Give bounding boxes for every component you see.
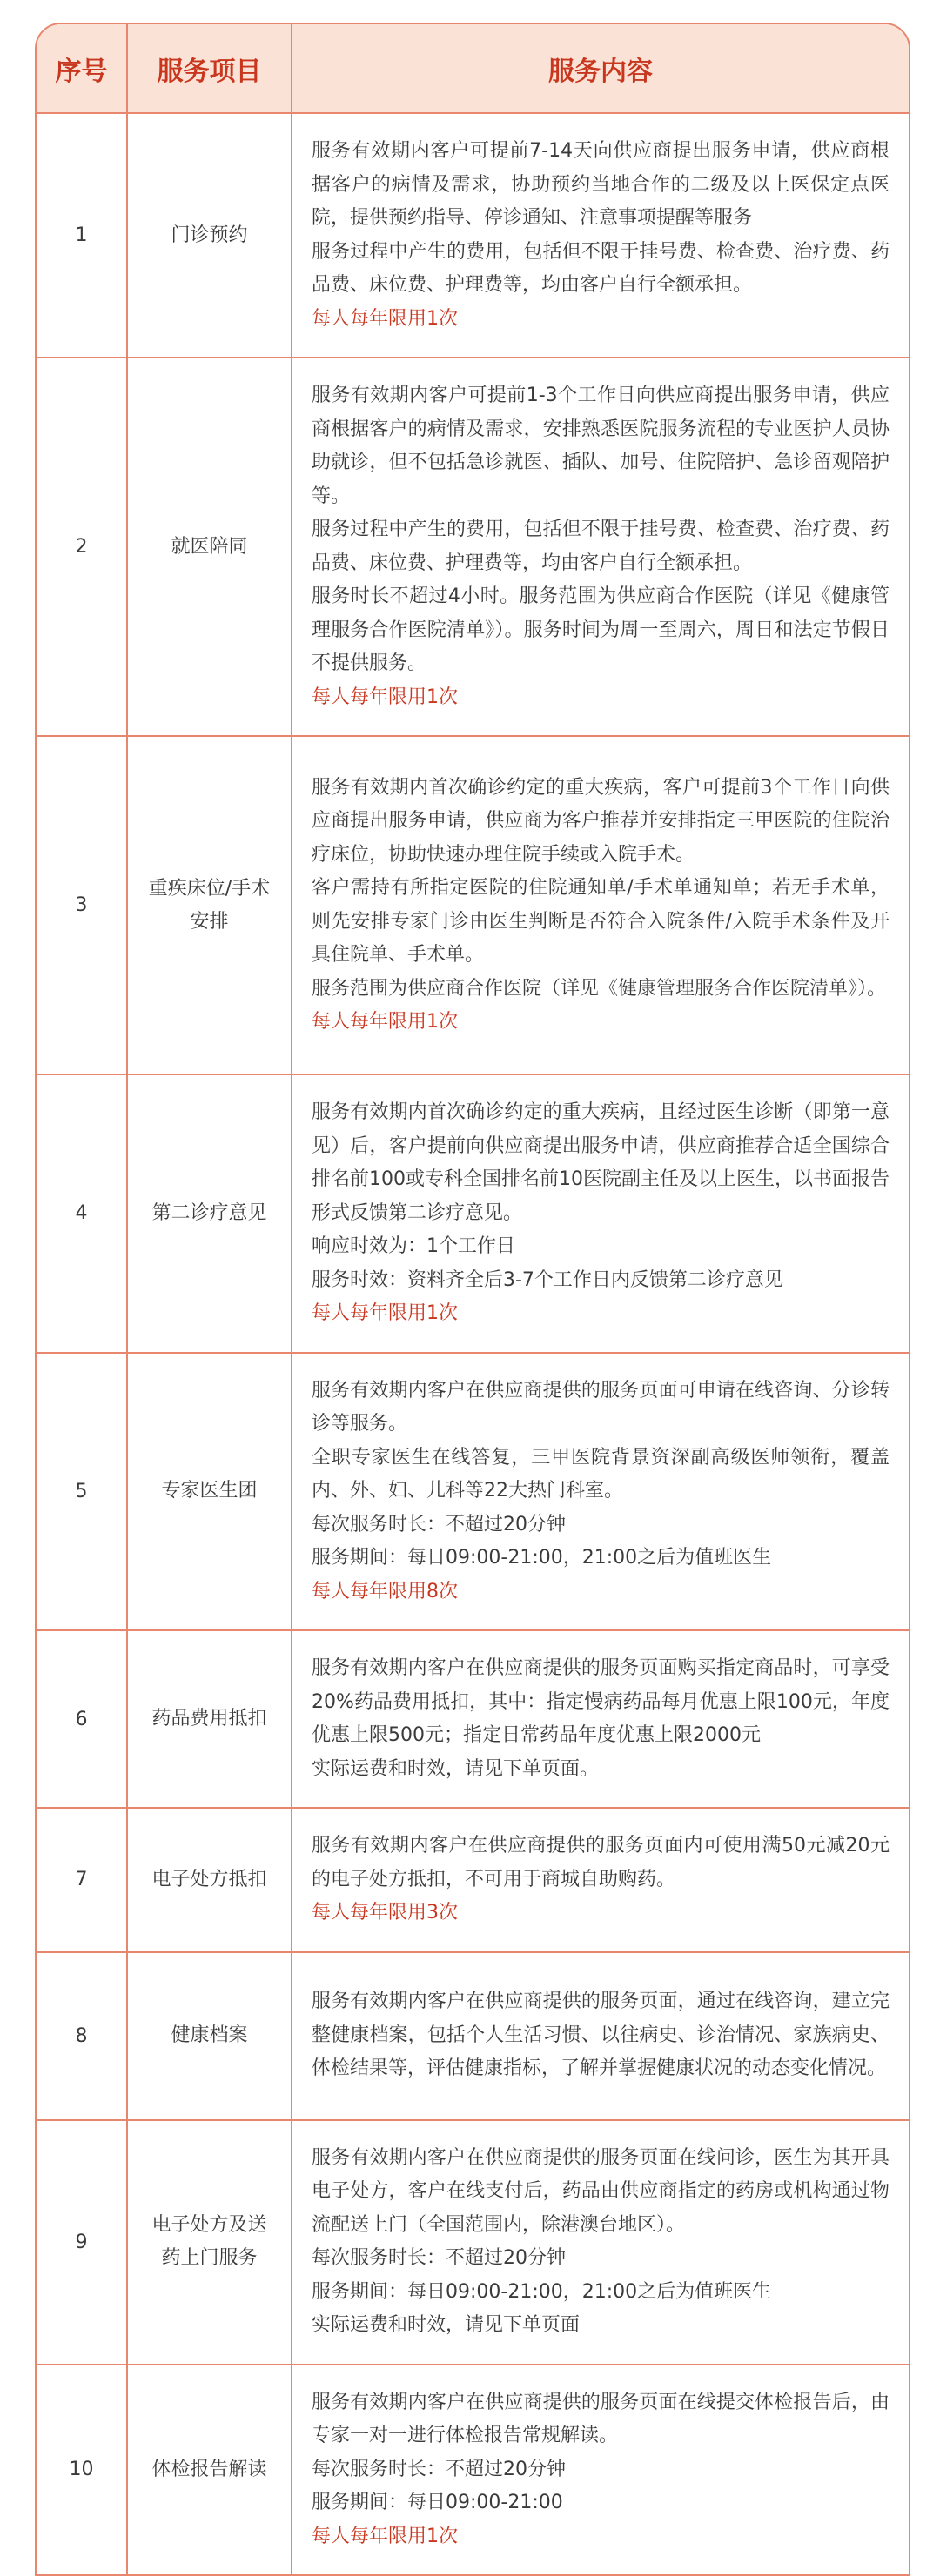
row-service-name: 专家医生团: [128, 1354, 292, 1632]
row-index: 1: [37, 114, 128, 358]
table-header-row: [37, 24, 909, 114]
row-index: 10: [37, 2365, 128, 2575]
usage-limit-note: 每人每年限用1次: [312, 1011, 458, 1033]
content-paragraph: 服务有效期内客户在供应商提供的服务页面在线提交体检报告后，由专家一对一进行体检报告常规解读。: [312, 2391, 890, 2446]
content-paragraph: 服务期间：每日09:00-21:00，21:00之后为值班医生: [312, 2280, 772, 2303]
content-paragraph: 实际运费和时效，请见下单页面。: [312, 1757, 600, 1780]
row-service-name: 体检报告解读: [128, 2365, 292, 2575]
content-paragraph: 服务有效期内首次确诊约定的重大疾病，客户可提前3个工作日向供应商提出服务申请，供应商为客户推荐并安排指定三甲医院的住院治疗床位，协助快速办理住院手续或入院手术。: [312, 776, 890, 866]
row-service-name: 健康档案: [128, 1953, 292, 2121]
row-service-name: 重疾床位/手术安排: [128, 737, 292, 1075]
content-paragraph: 服务时效：资料齐全后3-7个工作日内反馈第二诊疗意见: [312, 1268, 783, 1291]
table-row: [37, 358, 909, 737]
content-paragraph: 服务过程中产生的费用，包括但不限于挂号费、检查费、治疗费、药品费、床位费、护理费等，均由客户自行全额承担。: [312, 240, 890, 296]
service-table: [35, 23, 910, 2576]
content-paragraph: 服务有效期内首次确诊约定的重大疾病，且经过医生诊断（即第一意见）后，客户提前向供应商提出服务申请，供应商推荐合适全国综合排名前100或专科全国排名前10医院副主任及以上医生，以书面报告形式反馈第二诊疗意见。: [312, 1101, 890, 1224]
row-index: 8: [37, 1953, 128, 2121]
row-service-name: 第二诊疗意见: [128, 1075, 292, 1354]
row-service-content: [292, 2121, 909, 2365]
row-service-name: 药品费用抵扣: [128, 1631, 292, 1809]
row-service-content: [292, 2365, 909, 2575]
content-paragraph: 实际运费和时效，请见下单页面: [312, 2314, 581, 2336]
table-row: [37, 1953, 909, 2121]
content-paragraph: 每次服务时长：不超过20分钟: [312, 2458, 566, 2480]
usage-limit-note: 每人每年限用8次: [312, 1580, 458, 1602]
usage-limit-note: 每人每年限用1次: [312, 686, 458, 708]
content-paragraph: 服务范围为供应商合作医院（详见《健康管理服务合作医院清单》）。: [312, 977, 887, 1000]
row-service-content: [292, 1953, 909, 2121]
row-index: 9: [37, 2121, 128, 2365]
table-row: [37, 1809, 909, 1953]
table-row: [37, 1075, 909, 1354]
row-service-content: [292, 1631, 909, 1809]
table-row: [37, 2121, 909, 2365]
row-index: 7: [37, 1809, 128, 1953]
row-service-content: [292, 737, 909, 1075]
content-paragraph: 客户需持有所指定医院的住院通知单/手术单通知单；若无手术单，则先安排专家门诊由医生判断是否符合入院条件/入院手术条件及开具住院单、手术单。: [312, 877, 890, 966]
table-body: [37, 114, 909, 2574]
row-service-content: [292, 1809, 909, 1953]
usage-limit-note: 每人每年限用1次: [312, 307, 458, 330]
content-paragraph: 服务期间：每日09:00-21:00: [312, 2492, 563, 2513]
table-row: [37, 1631, 909, 1809]
header-index: 序号: [37, 24, 128, 114]
usage-limit-note: 每人每年限用1次: [312, 2525, 458, 2547]
row-index: 6: [37, 1631, 128, 1809]
content-paragraph: 每次服务时长：不超过20分钟: [312, 2247, 566, 2269]
usage-limit-note: 每人每年限用3次: [312, 1902, 458, 1924]
content-paragraph: 服务时长不超过4小时。服务范围为供应商合作医院（详见《健康管理服务合作医院清单》）。服务时间为周一至周六，周日和法定节假日不提供服务。: [312, 585, 890, 674]
row-service-content: [292, 114, 909, 358]
content-paragraph: 每次服务时长：不超过20分钟: [312, 1513, 566, 1536]
table-row: [37, 114, 909, 358]
content-paragraph: 服务有效期内客户在供应商提供的服务页面内可使用满50元减20元的电子处方抵扣，不可用于商城自助购药。: [312, 1835, 890, 1890]
content-paragraph: 服务有效期内客户在供应商提供的服务页面，通过在线咨询，建立完整健康档案，包括个人生活习惯、以往病史、诊治情况、家族病史、体检结果等，评估健康指标，了解并掌握健康状况的动态变化情况。: [312, 1991, 890, 2080]
service-table-container: [35, 23, 907, 2576]
row-service-content: [292, 1075, 909, 1354]
table-row: [37, 737, 909, 1075]
content-paragraph: 全职专家医生在线答复，三甲医院背景资深副高级医师领衔，覆盖内、外、妇、儿科等22大热门科室。: [312, 1446, 890, 1502]
content-paragraph: 服务有效期内客户在供应商提供的服务页面购买指定商品时，可享受20%药品费用抵扣，其中：指定慢病药品每月优惠上限100元，年度优惠上限500元；指定日常药品年度优惠上限2000元: [312, 1657, 890, 1746]
content-paragraph: 服务有效期内客户可提前1-3个工作日向供应商提出服务申请，供应商根据客户的病情及需求，安排熟悉医院服务流程的专业医护人员协助就诊，但不包括急诊就医、插队、加号、住院陪护、急诊留观陪护等。: [312, 385, 890, 507]
content-paragraph: 服务有效期内客户在供应商提供的服务页面在线问诊，医生为其开具电子处方，客户在线支付后，药品由供应商指定的药房或机构通过物流配送上门（全国范围内，除港澳台地区）。: [312, 2146, 890, 2236]
row-service-content: [292, 1354, 909, 1632]
content-paragraph: 服务有效期内客户可提前7-14天向供应商提出服务申请，供应商根据客户的病情及需求，协助预约当地合作的二级及以上医保定点医院，提供预约指导、停诊通知、注意事项提醒等服务: [312, 140, 890, 229]
row-service-name: 电子处方及送药上门服务: [128, 2121, 292, 2365]
row-service-content: [292, 358, 909, 737]
row-index: 2: [37, 358, 128, 737]
table-row: [37, 1354, 909, 1632]
row-index: 3: [37, 737, 128, 1075]
header-item: 服务项目: [128, 24, 292, 114]
content-paragraph: 服务过程中产生的费用，包括但不限于挂号费、检查费、治疗费、药品费、床位费、护理费等，均由客户自行全额承担。: [312, 519, 890, 574]
content-paragraph: 响应时效为：1个工作日: [312, 1235, 515, 1257]
row-service-name: 门诊预约: [128, 114, 292, 358]
usage-limit-note: 每人每年限用1次: [312, 1302, 458, 1324]
header-content: 服务内容: [292, 24, 909, 114]
row-service-name: 电子处方抵扣: [128, 1809, 292, 1953]
row-index: 5: [37, 1354, 128, 1632]
content-paragraph: 服务有效期内客户在供应商提供的服务页面可申请在线咨询、分诊转诊等服务。: [312, 1379, 890, 1435]
row-service-name: 就医陪同: [128, 358, 292, 737]
table-row: [37, 2365, 909, 2575]
content-paragraph: 服务期间：每日09:00-21:00，21:00之后为值班医生: [312, 1547, 772, 1569]
row-index: 4: [37, 1075, 128, 1354]
